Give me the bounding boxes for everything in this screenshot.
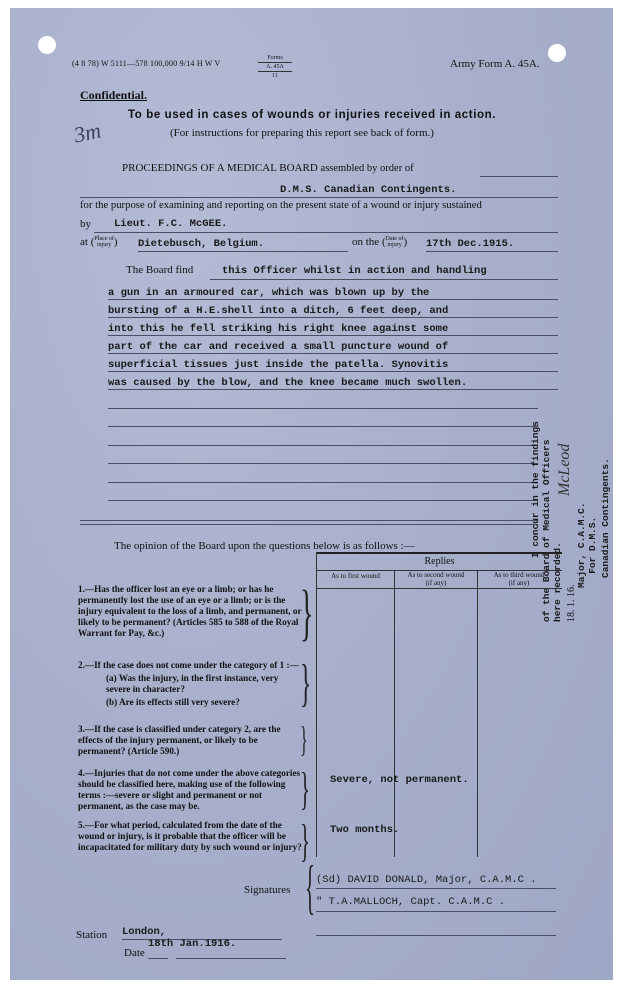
rule [316, 888, 556, 889]
brace: { [305, 854, 316, 920]
rule [426, 251, 558, 252]
rule [316, 935, 556, 936]
rule [108, 389, 558, 390]
date-label: on the (Date of injury ) [352, 236, 408, 249]
question-4: 4.—Injuries that do not come under the above categories should be classified here, making use of the following terms :—severe or slight and permanent or not permanent, as the case may be. [78, 768, 301, 811]
rule [108, 371, 558, 372]
army-form-document [10, 8, 613, 980]
officer-name: Lieut. F.C. McGEE. [114, 218, 228, 230]
replies-table [316, 552, 562, 857]
punch-hole [38, 36, 56, 54]
place-label: at (Place of injury ) [80, 236, 118, 249]
rule [108, 445, 538, 446]
rule [108, 353, 558, 354]
form-number: Army Form A. 45A. [450, 58, 540, 70]
rule [80, 524, 538, 525]
brace: } [300, 719, 308, 759]
rule [480, 176, 558, 177]
column-third-wound: As to third wound (if any) [493, 571, 545, 587]
place-of-injury: Dietebusch, Belgium. [138, 238, 265, 250]
findings-line: a gun in an armoured car, which was blown up by the [108, 287, 430, 299]
question-3: 3.—If the case is classified under category 2, are the effects of the injury permanent, or likely to be permanent? (Article 590.) [78, 724, 281, 756]
signature-line: (Sd) DAVID DONALD, Major, C.A.M.C . [316, 874, 537, 886]
date-label: Date [124, 947, 145, 959]
forms-fraction: Forms A. 45A 11 [258, 54, 292, 80]
opinion-intro: The opinion of the Board upon the questions below is as follows :— [114, 540, 415, 552]
findings-line: superficial tissues just inside the patella. Synovitis [108, 359, 449, 371]
rule [108, 408, 538, 409]
concurrence-rank: Major, C.A.M.C. For D.M.S. [576, 502, 598, 588]
question-2: 2.—If the case does not come under the category of 1 :— (a) Was the injury, in the first instance, very severe in character? (b) Are its effects still very severe? [78, 660, 299, 707]
confidential-heading: Confidential. [80, 88, 148, 102]
answer-question-5: Two months. [330, 824, 400, 836]
punch-hole [548, 44, 566, 62]
ordered-by: D.M.S. Canadian Contingents. [280, 184, 457, 196]
concurrence-date: 18. 1. 16. [566, 584, 577, 622]
rule [148, 958, 168, 959]
rule [108, 335, 558, 336]
rule [317, 552, 562, 554]
findings-line: into this he fell striking his right knee against some [108, 323, 449, 335]
rule [317, 588, 562, 589]
handwritten-number: 3m [71, 117, 104, 148]
rule [108, 463, 538, 464]
findings-line: this Officer whilst in action and handling [222, 265, 487, 277]
rule [80, 520, 538, 521]
rule [108, 482, 538, 483]
answer-question-4: Severe, not permanent. [330, 774, 469, 786]
findings-line: was caused by the blow, and the knee became much swollen. [108, 377, 468, 389]
rule [210, 279, 558, 280]
findings-line: bursting of a H.E.shell into a ditch, 6 feet deep, and [108, 305, 449, 317]
rule [138, 251, 348, 252]
rule [80, 197, 558, 198]
station-value: London, [122, 926, 167, 938]
print-code: (4 8 78) W 5111—578 100,000 9/14 H W V [72, 59, 221, 68]
rule [108, 426, 538, 427]
brace: } [300, 815, 310, 866]
rule [108, 317, 558, 318]
column-first-wound: As to first wound [331, 572, 380, 580]
rule [316, 911, 556, 912]
rule [394, 570, 395, 857]
rule [108, 500, 538, 501]
replies-header: Replies [424, 556, 455, 567]
concurrence-signature: McLeod [556, 443, 573, 496]
brace: } [300, 763, 310, 814]
date-of-injury: 17th Dec.1915. [426, 238, 515, 250]
brace: } [300, 655, 312, 712]
findings-label: The Board find [126, 264, 194, 276]
purpose-line: To be used in cases of wounds or injuries received in action. [128, 109, 497, 121]
date-value: 18th Jan.1916. [148, 938, 237, 950]
findings-line: part of the car and received a small puncture wound of [108, 341, 449, 353]
column-second-wound: As to second wound (if any) [407, 571, 465, 587]
instructions-line: (For instructions for preparing this report see back of form.) [170, 127, 434, 139]
by-label: by [80, 218, 91, 230]
concurrence-unit: Canadian Contingents. [600, 458, 611, 578]
signature-line: " T.A.MALLOCH, Capt. C.A.M.C . [316, 896, 506, 908]
question-5: 5.—For what period, calculated from the date of the wound or injury, is it probable that the officer will be incapacitated for military duty by such wound or injury? [78, 820, 302, 852]
brace: } [300, 579, 314, 647]
proceedings-title: PROCEEDINGS OF A MEDICAL BOARD assembled by order of [122, 162, 414, 174]
rule [477, 570, 478, 857]
signatures-label: Signatures [244, 884, 291, 896]
concurrence-stamp: I concur in the findings of the Board of Medical Officers here recorded. [530, 421, 563, 622]
question-1: 1.—Has the officer lost an eye or a limb; or has he permanently lost the use of an eye or a limb; or is the injury equivalent to the loss of a limb, and permanent, or likely to be permanent? (Articles 585 to 588 of the Royal Warrant for Pay, &c.) [78, 584, 302, 638]
station-label: Station [76, 929, 108, 941]
rule [176, 958, 286, 959]
purpose-text: for the purpose of examining and reporting on the present state of a wound or injury sustained [80, 199, 482, 211]
rule [94, 232, 558, 233]
rule [108, 299, 558, 300]
